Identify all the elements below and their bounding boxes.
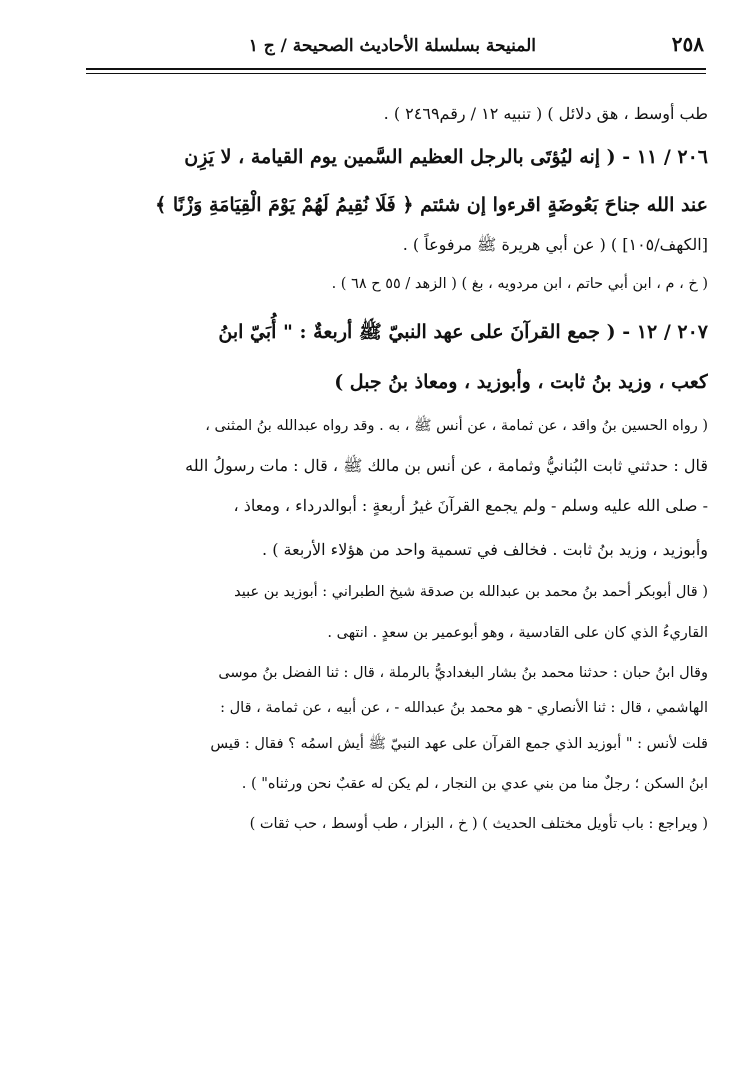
text-line: ( رواه الحسين بنُ واقد ، عن ثمامة ، عن أنس ﷺ ، به . وقد رواه عبدالله بنُ المثنى ، [205,418,708,434]
header-rule-thin [86,73,706,74]
document-body [68,96,708,842]
text-line: قال : حدثني ثابت البُنانيُّ وثمامة ، عن أنس بن مالك ﷺ ، قال : مات رسولُ الله [185,456,708,475]
text-line: ٢٠٦ / ١١ - ( إنه ليُؤتَى بالرجل العظيم السَّمين يوم القيامة ، لا يَزِن [184,146,708,168]
text-line: الهاشمي ، قال : ثنا الأنصاري - هو محمد بنُ عبدالله - ، عن أبيه ، عن ثمامة ، قال : [220,700,708,716]
text-line: وأبوزيد ، وزيد بنُ ثابت . فخالف في تسمية واحد من هؤلاء الأربعة ) . [262,540,708,559]
text-line: طب أوسط ، هق دلائل ) ( تنبيه ١٢ / رقم٢٤٦٩ ) . [383,104,708,123]
text-line: كعب ، وزيد بنُ ثابت ، وأبوزيد ، ومعاذ بنُ جبل ) [334,371,708,393]
text-line: القاريءُ الذي كان على القادسية ، وهو أبوعمير بن سعدٍ . انتهى . [327,625,708,641]
text-line: وقال ابنُ حبان : حدثنا محمد بنُ بشار البغداديُّ بالرملة ، قال : ثنا الفضل بنُ موسى [218,665,708,681]
header-title: المنيحة بسلسلة الأحاديث الصحيحة / ج ١ [248,36,536,56]
text-line: - صلى الله عليه وسلم - ولم يجمع القرآنَ غيرُ أربعةٍ : أبوالدرداء ، ومعاذ ، [233,496,708,515]
text-line: ( ويراجع : باب تأويل مختلف الحديث ) ( خ ، البزار ، طب أوسط ، حب ثقات ) [249,816,708,832]
page-number: ٢٥٨ [671,32,704,56]
text-line: قلت لأنس : " أبوزيد الذي جمع القرآن على عهد النبيّ ﷺ أيش اسمُه ؟ فقال : قيس [210,736,708,752]
running-header [86,28,706,72]
text-line: [الكهف/١٠٥] ) ( عن أبي هريرة ﷺ مرفوعاً ) . [402,235,708,254]
text-line: ( قال أبوبكر أحمد بنُ محمد بن عبدالله بن صدقة شيخ الطبراني : أبوزيد بن عبيد [234,584,708,600]
text-line: ٢٠٧ / ١٢ - ( جمع القرآنَ على عهد النبيّ ﷺ أربعةٌ : " أُبَيّ ابنُ [218,321,708,343]
text-line: ابنُ السكن ؛ رجلٌ منا من بني عدي بن النجار ، لم يكن له عقبٌ نحن ورثناه" ) . [241,776,708,792]
text-line: عند الله جناحَ بَعُوضَةٍ اقرءوا إن شئتم ﴿ فَلَا نُقِيمُ لَهُمْ يَوْمَ الْقِيَامَةِ وَزْنًا ﴾ [155,194,708,216]
header-rule-thick [86,68,706,70]
text-line: ( خ ، م ، ابن أبي حاتم ، ابن مردويه ، بغ ) ( الزهد / ٥٥ ح ٦٨ ) . [331,276,708,292]
